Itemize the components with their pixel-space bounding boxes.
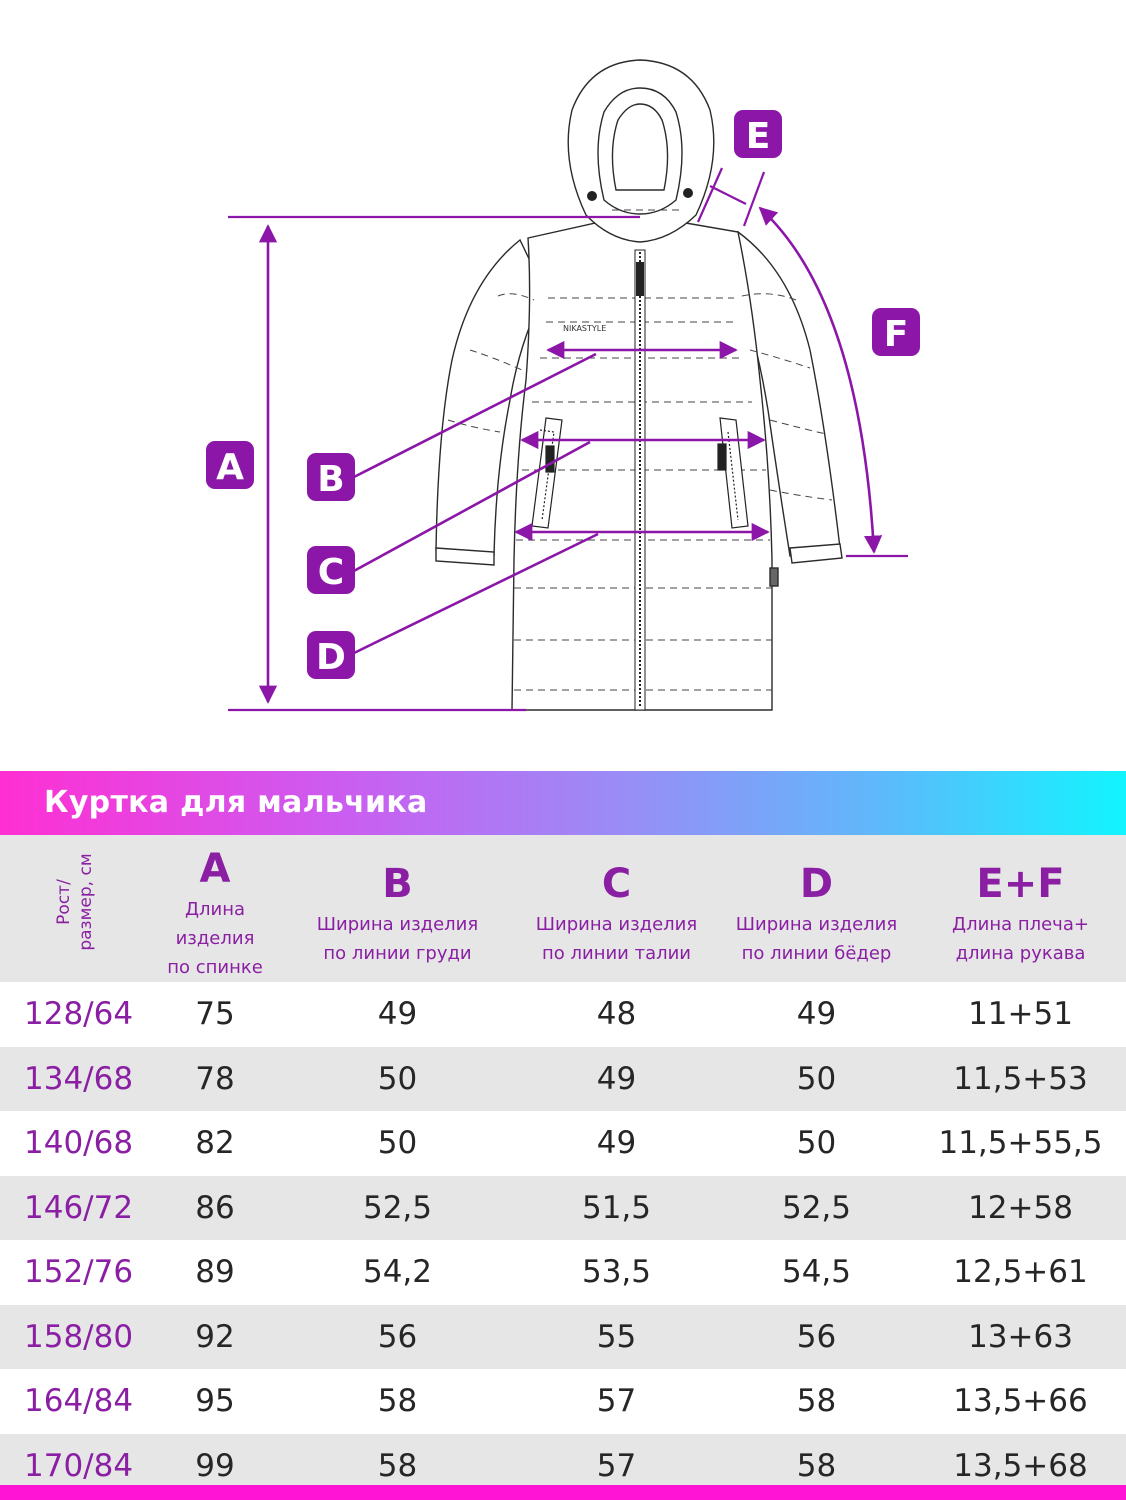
svg-text:A: A	[216, 447, 244, 488]
value-cell-ef: 12,5+61	[953, 1254, 1088, 1291]
svg-text:E: E	[745, 116, 771, 157]
value-cell-c: 49	[596, 1060, 637, 1097]
value-cell-b: 50	[377, 1125, 418, 1162]
size-table	[0, 835, 1126, 1498]
value-cell-ef: 13+63	[968, 1318, 1073, 1355]
table-row	[0, 1369, 1126, 1434]
value-cell-c: 48	[596, 996, 637, 1033]
header-d: D Ширина изделия по линии бёдер	[735, 860, 898, 964]
table-row	[0, 982, 1126, 1047]
table-row	[0, 1176, 1126, 1241]
header-a: A Длина изделия по спинке	[167, 846, 263, 978]
value-cell-d: 58	[796, 1447, 837, 1484]
table-body	[0, 982, 1126, 1498]
badge-e	[734, 110, 782, 158]
value-cell-ef: 13,5+66	[953, 1383, 1088, 1420]
value-cell-c: 57	[596, 1447, 637, 1484]
header-b: B Ширина изделия по линии груди	[316, 860, 479, 964]
value-cell-d: 50	[796, 1125, 837, 1162]
value-cell-a: 89	[195, 1254, 235, 1291]
size-cell: 164/84	[24, 1383, 134, 1420]
value-cell-c: 57	[596, 1383, 637, 1420]
table-header-row	[0, 835, 1126, 982]
svg-text:D: D	[316, 637, 346, 678]
size-cell: 140/68	[24, 1125, 134, 1162]
value-cell-b: 58	[377, 1383, 418, 1420]
value-cell-d: 50	[796, 1060, 837, 1097]
brand-label: NIKASTYLE	[563, 324, 607, 333]
value-cell-a: 78	[195, 1060, 235, 1097]
value-cell-a: 95	[195, 1383, 235, 1420]
size-cell: 152/76	[24, 1254, 134, 1291]
header-size	[0, 835, 150, 982]
badge-d	[307, 631, 355, 679]
value-cell-c: 55	[596, 1318, 637, 1355]
size-cell: 158/80	[24, 1318, 134, 1355]
table-title: Куртка для мальчика	[44, 785, 428, 820]
value-cell-d: 58	[796, 1383, 837, 1420]
size-cell: 170/84	[24, 1447, 134, 1484]
value-cell-d: 54,5	[781, 1254, 852, 1291]
value-cell-a: 86	[195, 1189, 235, 1226]
value-cell-c: 53,5	[581, 1254, 652, 1291]
value-cell-b: 58	[377, 1447, 418, 1484]
value-cell-a: 99	[195, 1447, 235, 1484]
value-cell-b: 56	[377, 1318, 418, 1355]
size-cell: 128/64	[24, 996, 134, 1033]
badge-c	[307, 546, 355, 594]
svg-text:C: C	[317, 552, 345, 593]
svg-text:B: B	[317, 459, 345, 500]
bottom-accent-bar	[0, 1485, 1126, 1500]
value-cell-c: 51,5	[581, 1189, 652, 1226]
row-label: Рост/ размер, см	[54, 853, 96, 951]
badge-a	[206, 441, 254, 489]
value-cell-d: 52,5	[781, 1189, 852, 1226]
table-row	[0, 1047, 1126, 1112]
size-cell: 134/68	[24, 1060, 134, 1097]
table-row	[0, 1305, 1126, 1370]
size-cell: 146/72	[24, 1189, 134, 1226]
value-cell-b: 54,2	[362, 1254, 433, 1291]
header-ef: E+F Длина плеча+ длина рукава	[952, 860, 1089, 964]
value-cell-ef: 13,5+68	[953, 1447, 1088, 1484]
center-zipper	[635, 250, 645, 710]
table-title-banner	[0, 771, 1126, 835]
value-cell-d: 56	[796, 1318, 837, 1355]
value-cell-ef: 11,5+55,5	[938, 1125, 1103, 1162]
value-cell-b: 52,5	[362, 1189, 433, 1226]
table-row	[0, 1111, 1126, 1176]
value-cell-b: 49	[377, 996, 418, 1033]
badge-b	[307, 453, 355, 501]
table-row	[0, 1240, 1126, 1305]
value-cell-a: 92	[195, 1318, 235, 1355]
value-cell-c: 49	[596, 1125, 637, 1162]
value-cell-d: 49	[796, 996, 837, 1033]
value-cell-b: 50	[377, 1060, 418, 1097]
value-cell-ef: 12+58	[968, 1189, 1073, 1226]
header-c: C Ширина изделия по линии талии	[535, 860, 698, 964]
value-cell-ef: 11,5+53	[953, 1060, 1088, 1097]
svg-text:F: F	[883, 314, 909, 355]
value-cell-a: 75	[195, 996, 235, 1033]
badge-f	[872, 308, 920, 356]
value-cell-a: 82	[195, 1125, 235, 1162]
value-cell-ef: 11+51	[968, 996, 1073, 1033]
